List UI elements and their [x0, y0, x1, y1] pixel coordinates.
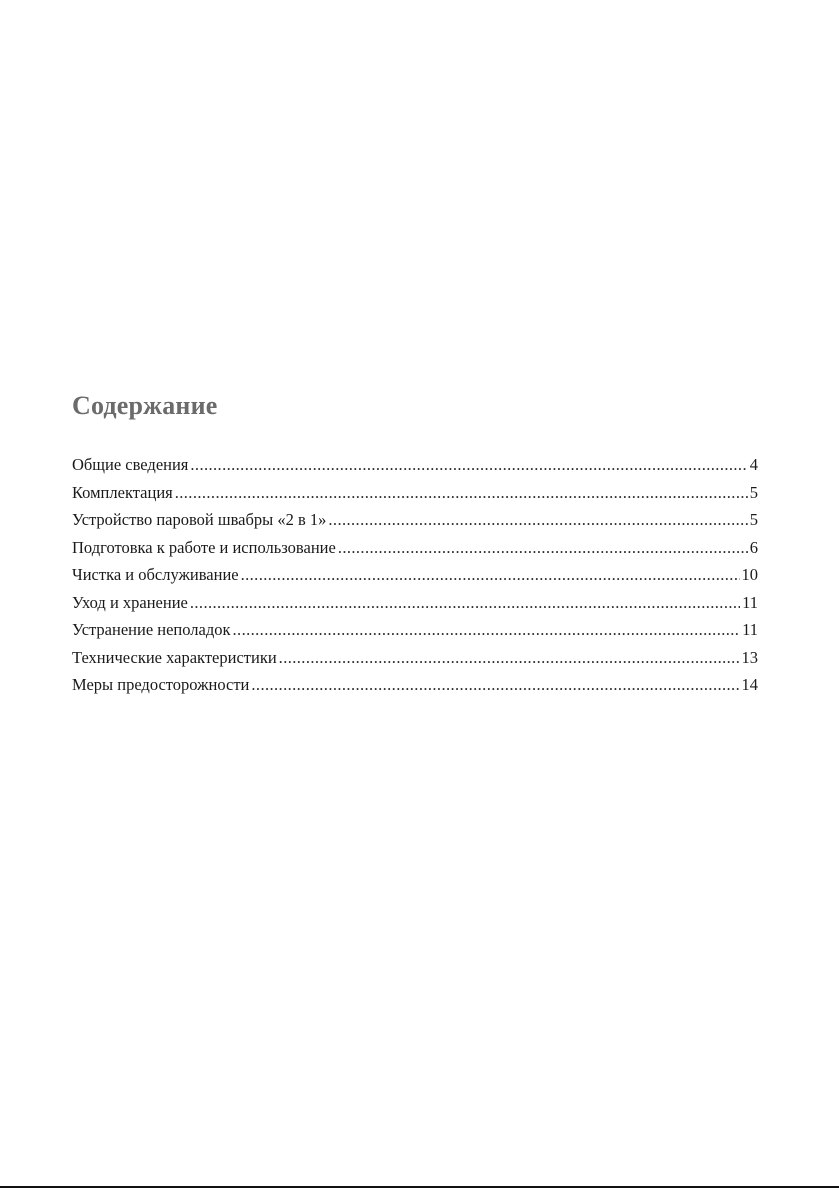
dot-leader [190, 451, 747, 479]
toc-entry-title: Общие сведения [72, 455, 189, 474]
toc-entry-page: 5 [749, 482, 758, 502]
toc-entry-title: Подготовка к работе и использование [72, 537, 336, 557]
toc-entry-general-info[interactable] [72, 451, 758, 479]
dot-leader [328, 506, 747, 534]
toc-entry-preparation-and-use[interactable] [72, 534, 758, 562]
toc-entry-troubleshooting[interactable] [72, 616, 758, 644]
toc-entry-page: 10 [741, 565, 758, 584]
toc-entry-page: 6 [749, 537, 758, 557]
toc-entry-title: Комплектация [72, 482, 173, 502]
dot-leader [251, 671, 739, 699]
toc-entry-care-and-storage[interactable] [72, 589, 758, 617]
toc-entry-page: 4 [749, 455, 758, 474]
toc-entry-title: Технические характеристики [72, 647, 277, 667]
toc-entry-specifications[interactable] [72, 644, 758, 672]
toc-entry-safety-precautions[interactable] [72, 671, 758, 699]
toc-entry-package-contents[interactable] [72, 479, 758, 507]
toc-entry-title: Меры предосторожности [72, 675, 250, 694]
dot-leader [241, 561, 740, 589]
toc-heading: Содержание [72, 391, 218, 420]
toc-entry-title: Устройство паровой швабры «2 в 1» [72, 510, 327, 529]
toc-entry-title: Устранение неполадок [72, 620, 231, 639]
toc-entry-page: 13 [741, 647, 758, 667]
toc-entry-page: 14 [741, 675, 758, 694]
dot-leader [338, 534, 748, 562]
toc-entry-cleaning-and-maintenance[interactable] [72, 561, 758, 589]
dot-leader [190, 589, 740, 617]
toc-entry-page: 11 [742, 592, 758, 612]
dot-leader [175, 479, 748, 507]
toc-entry-title: Уход и хранение [72, 592, 188, 612]
dot-leader [279, 644, 740, 672]
toc-entry-page: 5 [749, 510, 758, 529]
toc-entry-device-description[interactable] [72, 506, 758, 534]
table-of-contents [72, 451, 758, 699]
toc-entry-page: 11 [742, 620, 758, 639]
dot-leader [233, 616, 741, 644]
page-bottom-rule [0, 1186, 839, 1188]
toc-entry-title: Чистка и обслуживание [72, 565, 239, 584]
